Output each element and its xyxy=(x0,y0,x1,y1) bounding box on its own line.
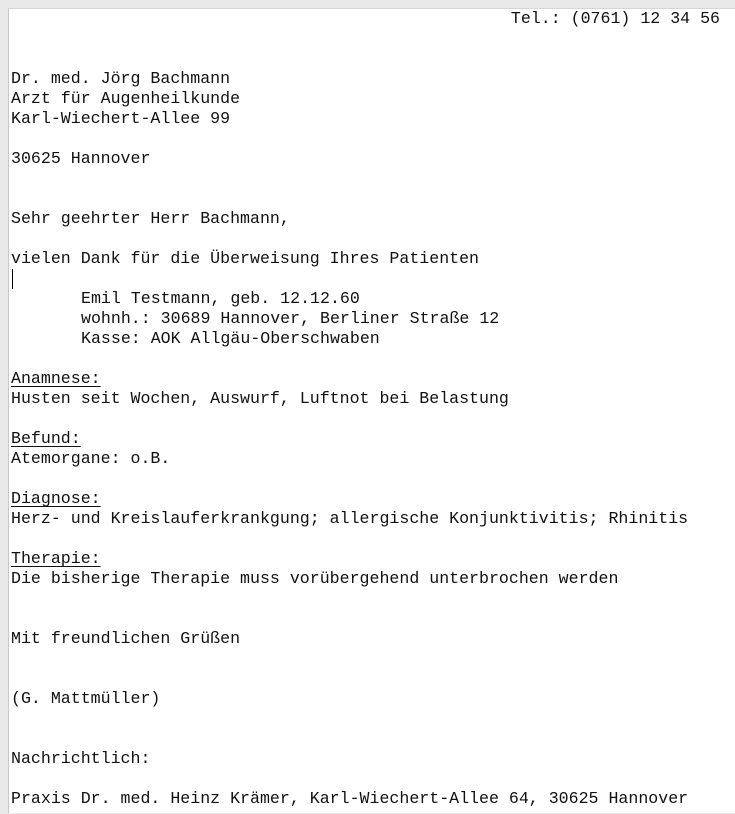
salutation: Sehr geehrter Herr Bachmann, xyxy=(11,209,290,228)
befund-text: Atemorgane: o.B. xyxy=(11,449,171,468)
anamnese-heading: Anamnese: xyxy=(11,369,101,388)
document-page xyxy=(8,8,735,813)
text-cursor xyxy=(12,269,13,289)
recipient-name: Dr. med. Jörg Bachmann xyxy=(11,69,231,88)
therapie-text: Die bisherige Therapie muss vorübergehend unterbrochen werden xyxy=(11,569,619,588)
anamnese-text: Husten seit Wochen, Auswurf, Luftnot bei Belastung xyxy=(11,389,509,408)
patient-address: wohnh.: 30689 Hannover, Berliner Straße 12 xyxy=(81,309,500,328)
cc-recipient: Praxis Dr. med. Heinz Krämer, Karl-Wiechert-Allee 64, 30625 Hannover xyxy=(11,789,689,808)
closing: Mit freundlichen Grüßen xyxy=(11,629,241,648)
patient-name: Emil Testmann, geb. 12.12.60 xyxy=(81,289,360,308)
recipient-city: 30625 Hannover xyxy=(11,149,151,168)
patient-insurance: Kasse: AOK Allgäu-Oberschwaben xyxy=(81,329,380,348)
diagnose-heading: Diagnose: xyxy=(11,489,101,508)
recipient-street: Karl-Wiechert-Allee 99 xyxy=(11,109,231,128)
cc-label: Nachrichtlich: xyxy=(11,749,151,768)
diagnose-text: Herz- und Kreislauferkrankgung; allergische Konjunktivitis; Rhinitis xyxy=(11,509,689,528)
recipient-title: Arzt für Augenheilkunde xyxy=(11,89,241,108)
signature: (G. Mattmüller) xyxy=(11,689,161,708)
intro-text: vielen Dank für die Überweisung Ihres Patienten xyxy=(11,249,480,268)
befund-heading: Befund: xyxy=(11,429,81,448)
letter-editor[interactable] xyxy=(11,9,734,814)
phone-number: Tel.: (0761) 12 34 56 xyxy=(510,9,720,28)
therapie-heading: Therapie: xyxy=(11,549,101,568)
